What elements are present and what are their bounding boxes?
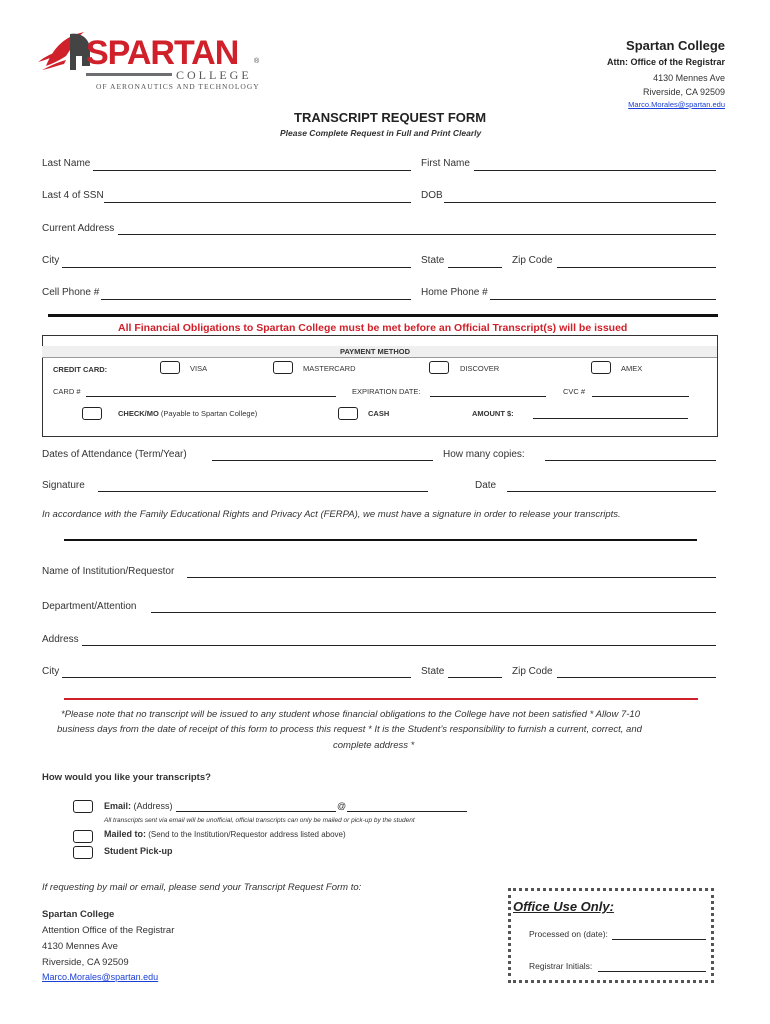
logo-registered-mark: ® bbox=[254, 58, 260, 65]
label-amount: AMOUNT $: bbox=[472, 409, 514, 418]
label-email-delivery bbox=[104, 801, 173, 811]
last-name-field[interactable] bbox=[93, 170, 411, 171]
label-cash: CASH bbox=[368, 409, 390, 418]
footer-org: Spartan College bbox=[42, 909, 115, 920]
email-at-sign: @ bbox=[337, 801, 347, 811]
ferpa-notice: In accordance with the Family Educational Rights and Privacy Act (FERPA), we must have a signature in order to release your transcripts. bbox=[42, 509, 621, 520]
state-field[interactable] bbox=[448, 267, 502, 268]
form-subtitle: Please Complete Request in Full and Print Clearly bbox=[280, 128, 482, 138]
section-divider bbox=[48, 314, 718, 317]
email-user-field[interactable] bbox=[176, 811, 336, 812]
label-cell-phone: Cell Phone # bbox=[42, 287, 100, 298]
city-field[interactable] bbox=[62, 267, 411, 268]
footer-city: Riverside, CA 92509 bbox=[42, 957, 129, 968]
amex-checkbox[interactable] bbox=[591, 361, 611, 374]
form-title: TRANSCRIPT REQUEST FORM bbox=[294, 110, 487, 125]
label-mastercard: MASTERCARD bbox=[303, 364, 356, 373]
office-use-title: Office Use Only: bbox=[513, 899, 614, 914]
logo-subtitle: OF AERONAUTICS AND TECHNOLOGY bbox=[96, 82, 260, 91]
label-mailed bbox=[104, 829, 346, 839]
cell-phone-field[interactable] bbox=[101, 299, 411, 300]
label-date: Date bbox=[475, 480, 497, 491]
footer-instruction: If requesting by mail or email, please send your Transcript Request Form to: bbox=[42, 882, 362, 893]
header-attn: Attn: Office of the Registrar bbox=[606, 57, 725, 67]
mailed-checkbox[interactable] bbox=[73, 830, 93, 843]
label-first-name: First Name bbox=[421, 158, 470, 169]
card-number-field[interactable] bbox=[86, 396, 336, 397]
label-dates-attendance: Dates of Attendance (Term/Year) bbox=[42, 449, 187, 460]
institution-divider bbox=[64, 539, 697, 541]
email-domain-field[interactable] bbox=[347, 811, 467, 812]
label-current-address: Current Address bbox=[42, 223, 115, 234]
financial-notice: All Financial Obligations to Spartan College must be met before an Official Transcript(s) will be issued bbox=[118, 322, 628, 334]
label-copies: How many copies: bbox=[443, 449, 525, 460]
label-cvc: CVC # bbox=[563, 387, 586, 396]
first-name-field[interactable] bbox=[474, 170, 716, 171]
label-signature: Signature bbox=[42, 480, 85, 491]
label-city: City bbox=[42, 255, 60, 266]
logo-divider bbox=[86, 73, 172, 76]
footer-attn: Attention Office of the Registrar bbox=[42, 925, 175, 936]
copies-field[interactable] bbox=[545, 460, 716, 461]
label-dob: DOB bbox=[421, 190, 443, 201]
mailed-bold: Mailed to: bbox=[104, 829, 146, 839]
institution-city-field[interactable] bbox=[62, 677, 411, 678]
note-line-1: *Please note that no transcript will be issued to any student whose financial obligations to the College have not been satisfied * Allow 7-10 bbox=[61, 709, 640, 720]
header-city: Riverside, CA 92509 bbox=[642, 87, 725, 97]
label-state: State bbox=[421, 255, 445, 266]
dob-field[interactable] bbox=[444, 202, 716, 203]
delivery-question: How would you like your transcripts? bbox=[42, 772, 211, 783]
cvc-field[interactable] bbox=[592, 396, 689, 397]
processed-on-field[interactable] bbox=[612, 939, 706, 940]
visa-checkbox[interactable] bbox=[160, 361, 180, 374]
signature-field[interactable] bbox=[98, 491, 428, 492]
label-institution-state: State bbox=[421, 666, 445, 677]
label-last-name: Last Name bbox=[42, 158, 91, 169]
institution-name-field[interactable] bbox=[187, 577, 716, 578]
email-delivery-note: All transcripts sent via email will be unofficial, official transcripts can only be mailed or pick-up by the student bbox=[104, 817, 415, 824]
dates-attendance-field[interactable] bbox=[212, 460, 433, 461]
label-institution-name: Name of Institution/Requestor bbox=[42, 566, 175, 577]
label-department: Department/Attention bbox=[42, 601, 137, 612]
check-mo-bold: CHECK/MO bbox=[118, 409, 159, 418]
institution-address-field[interactable] bbox=[82, 645, 716, 646]
home-phone-field[interactable] bbox=[490, 299, 716, 300]
cash-checkbox[interactable] bbox=[338, 407, 358, 420]
logo-college: COLLEGE bbox=[176, 68, 252, 82]
label-institution-city: City bbox=[42, 666, 60, 677]
registrar-initials-field[interactable] bbox=[598, 971, 706, 972]
label-discover: DISCOVER bbox=[460, 364, 500, 373]
check-mo-note: (Payable to Spartan College) bbox=[158, 409, 258, 418]
label-card-number: CARD # bbox=[53, 387, 81, 396]
label-home-phone: Home Phone # bbox=[421, 287, 488, 298]
label-ssn: Last 4 of SSN bbox=[42, 190, 104, 201]
spartan-logo bbox=[36, 24, 266, 94]
label-institution-address: Address bbox=[42, 634, 79, 645]
label-expiration-date: EXPIRATION DATE: bbox=[352, 387, 421, 396]
note-line-2: business days from the date of receipt of this form to process this request * It is the Student’s responsibility to furnish a current, correct, and bbox=[57, 724, 642, 735]
footer-street: 4130 Mennes Ave bbox=[42, 941, 118, 952]
discover-checkbox[interactable] bbox=[429, 361, 449, 374]
institution-zip-field[interactable] bbox=[557, 677, 716, 678]
label-zip: Zip Code bbox=[512, 255, 553, 266]
header-org: Spartan College bbox=[626, 38, 725, 53]
institution-state-field[interactable] bbox=[448, 677, 502, 678]
label-check-mo bbox=[118, 409, 257, 418]
pickup-checkbox[interactable] bbox=[73, 846, 93, 859]
check-mo-checkbox[interactable] bbox=[82, 407, 102, 420]
payment-method-heading: PAYMENT METHOD bbox=[340, 347, 411, 356]
department-field[interactable] bbox=[151, 612, 716, 613]
note-line-3: complete address * bbox=[333, 740, 415, 751]
email-delivery-bold: Email: bbox=[104, 801, 132, 811]
email-delivery-address: (Address) bbox=[131, 801, 173, 811]
current-address-field[interactable] bbox=[118, 234, 716, 235]
note-divider bbox=[64, 698, 698, 700]
mailed-note: (Send to the Institution/Requestor address listed above) bbox=[146, 830, 346, 839]
label-amex: AMEX bbox=[621, 364, 643, 373]
mastercard-checkbox[interactable] bbox=[273, 361, 293, 374]
header-email-link[interactable]: Marco.Morales@spartan.edu bbox=[628, 100, 725, 109]
label-visa: VISA bbox=[190, 364, 208, 373]
label-registrar-initials: Registrar Initials: bbox=[529, 961, 593, 971]
ssn-field[interactable] bbox=[104, 202, 411, 203]
header-street: 4130 Mennes Ave bbox=[653, 73, 725, 83]
footer-email-link[interactable]: Marco.Morales@spartan.edu bbox=[42, 972, 159, 982]
amount-field[interactable] bbox=[533, 418, 688, 419]
zip-field[interactable] bbox=[557, 267, 716, 268]
label-pickup: Student Pick-up bbox=[104, 846, 173, 856]
expiration-date-field[interactable] bbox=[430, 396, 546, 397]
date-field[interactable] bbox=[507, 491, 716, 492]
label-processed-on: Processed on (date): bbox=[529, 929, 608, 939]
logo-brand: SPARTAN bbox=[86, 34, 239, 72]
label-credit-card: CREDIT CARD: bbox=[53, 365, 108, 374]
label-institution-zip: Zip Code bbox=[512, 666, 553, 677]
email-delivery-checkbox[interactable] bbox=[73, 800, 93, 813]
